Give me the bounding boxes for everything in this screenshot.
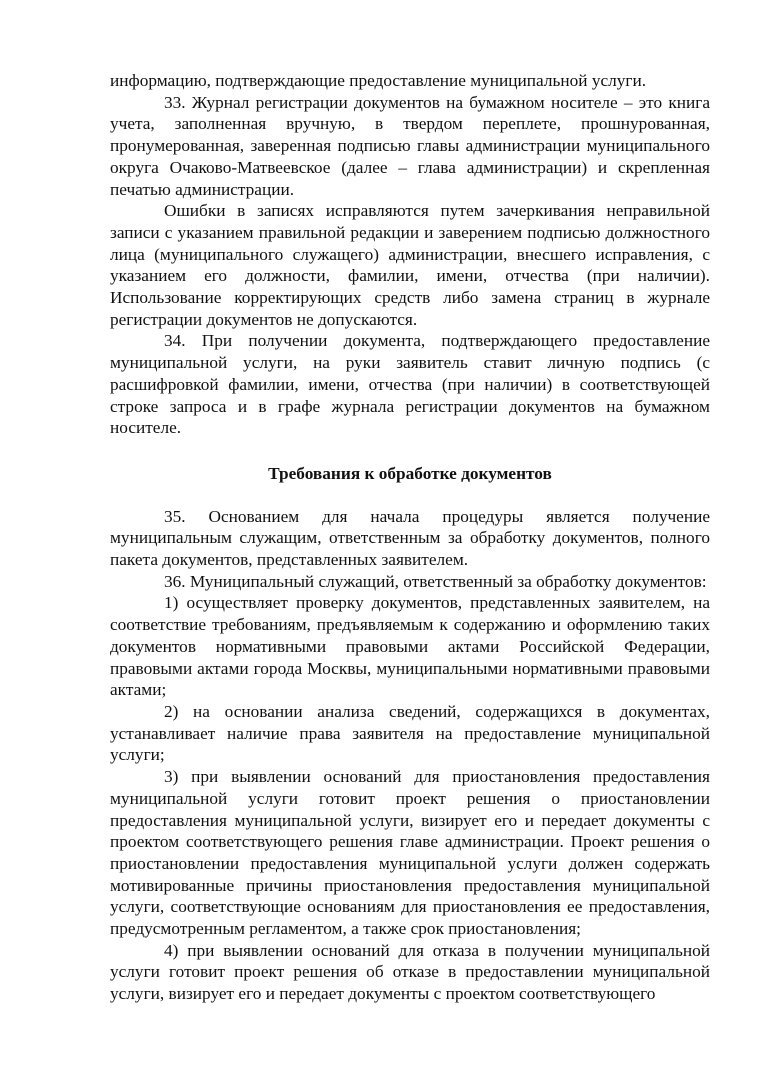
paragraph-33: 33. Журнал регистрации документов на бумажном носителе – это книга учета, заполненная вручную, в твердом переплете, прошнурованная, пронумерованная, заверенная подписью главы администрации муниципального округа Очаково-Матвеевское (далее – глава администрации) и скрепленная печатью администрации. xyxy=(110,92,710,199)
paragraph-continuation: информацию, подтверждающие предоставление муниципальной услуги. xyxy=(110,71,647,90)
list-item-3: 3) при выявлении оснований для приостановления предоставления муниципальной услуги готовит проект решения о приостановлении предоставления муниципальной услуги, визирует его и передает документы с проектом соответствующего решения главе администрации. Проект решения о приостановлении предоставления муниципальной услуги должен содержать мотивированные причины приостановления предоставления муниципальной услуги, соответствующие основаниям для приостановления ее предоставления, предусмотренным регламентом, а также срок приостановления; xyxy=(110,767,710,939)
document-page xyxy=(110,70,710,1005)
list-item-4: 4) при выявлении оснований для отказа в получении муниципальной услуги готовит проект решения об отказе в предоставлении муниципальной услуги, визирует его и передает документы с проектом соответствующего xyxy=(110,940,710,1004)
paragraph-36: 36. Муниципальный служащий, ответственный за обработку документов: xyxy=(164,571,707,591)
list-item-2: 2) на основании анализа сведений, содержащихся в документах, устанавливает наличие права заявителя на предоставление муниципальной услуги; xyxy=(110,701,710,765)
paragraph-34: 34. При получении документа, подтверждающего предоставление муниципальной услуги, на руки заявитель ставит личную подпись (с расшифровкой фамилии, имени, отчества (при наличии) в соответствующей строке запроса и в графе журнала регистрации документов на бумажном носителе. xyxy=(110,331,710,438)
paragraph-35: 35. Основанием для начала процедуры является получение муниципальным служащим, ответственным за обработку документов, полного пакета документов, представленных заявителем. xyxy=(110,506,710,570)
section-heading: Требования к обработке документов xyxy=(268,463,552,483)
list-item-1: 1) осуществляет проверку документов, представленных заявителем, на соответствие требованиям, предъявляемым к содержанию и оформлению таких документов нормативными правовыми актами Российской Федерации, правовыми актами города Москвы, муниципальными нормативными правовыми актами; xyxy=(110,593,710,700)
paragraph-errors: Ошибки в записях исправляются путем зачеркивания неправильной записи с указанием правильной редакции и заверением подписью должностного лица (муниципального служащего) администрации, внесшего исправления, с указанием его должности, фамилии, имени, отчества (при наличии). Использование корректирующих средств либо замена страниц в журнале регистрации документов не допускаются. xyxy=(110,201,710,329)
